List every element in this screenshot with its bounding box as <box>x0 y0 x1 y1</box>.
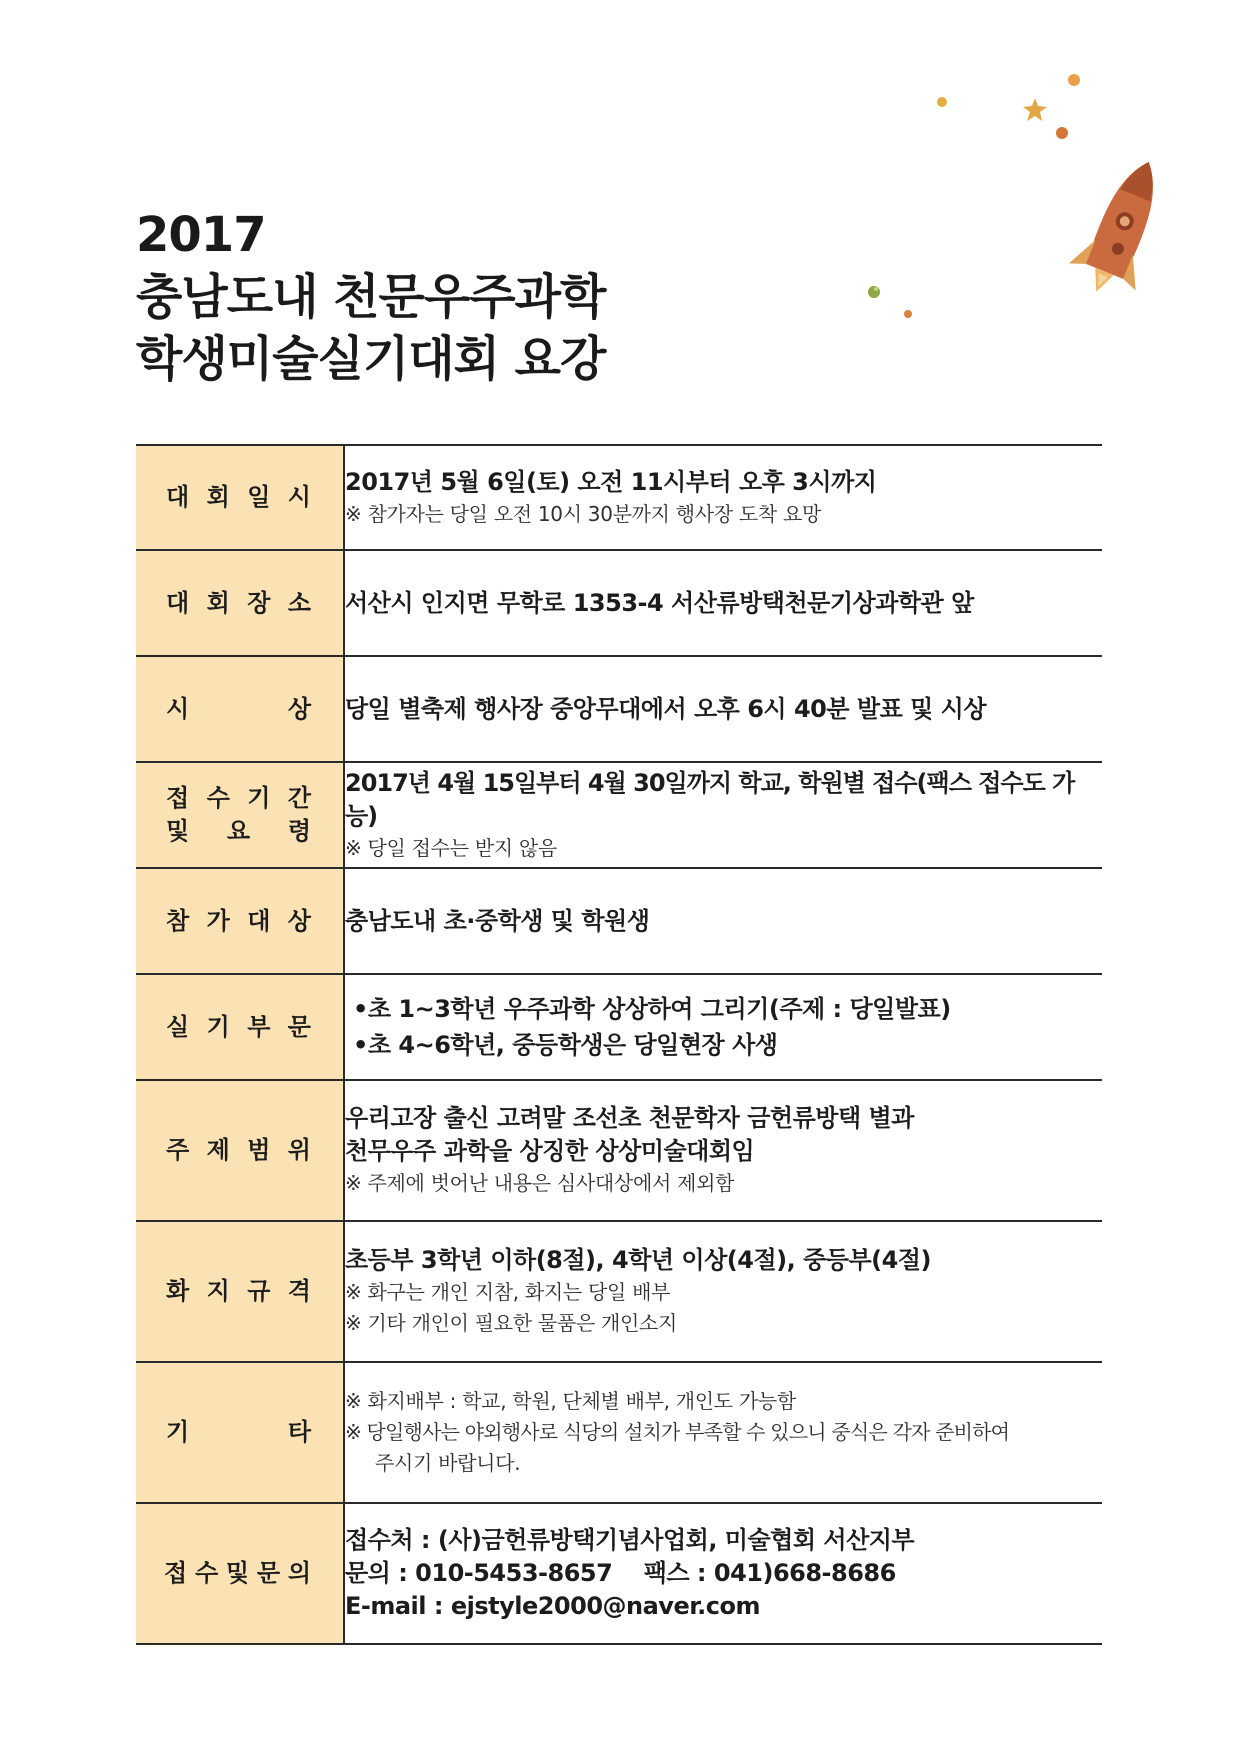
row-award <box>136 656 1102 762</box>
row-etc <box>136 1362 1102 1503</box>
date-main: 2017년 5월 6일(토) 오전 11시부터 오후 3시까지 <box>345 467 877 496</box>
label-etc: 기 타 <box>136 1362 344 1503</box>
label-venue: 대 회 장 소 <box>136 550 344 656</box>
participants-main: 충남도내 초·중학생 및 학원생 <box>345 906 650 935</box>
row-contact <box>136 1503 1102 1644</box>
label-reception: 접 수 기 간 및 요 령 <box>136 762 344 868</box>
content-theme <box>344 1080 1102 1221</box>
rocket-icon <box>1063 148 1180 305</box>
content-category <box>344 974 1102 1080</box>
paper-note-1: ※ 화구는 개인 지참, 화지는 당일 배부 <box>345 1280 671 1304</box>
venue-main: 서산시 인지면 무학로 1353-4 서산류방택천문기상과학관 앞 <box>345 588 974 617</box>
content-paper <box>344 1221 1102 1362</box>
content-date <box>344 445 1102 550</box>
row-theme <box>136 1080 1102 1221</box>
content-etc <box>344 1362 1102 1503</box>
title-year: 2017 <box>136 207 266 263</box>
row-reception <box>136 762 1102 868</box>
row-participants <box>136 868 1102 974</box>
etc-note-1: ※ 화지배부 : 학교, 학원, 단체별 배부, 개인도 가능함 <box>345 1389 796 1413</box>
reception-note: ※ 당일 접수는 받지 않음 <box>345 835 557 860</box>
award-main: 당일 별축제 행사장 중앙무대에서 오후 6시 40분 발표 및 시상 <box>345 694 987 723</box>
content-reception <box>344 762 1102 868</box>
row-date <box>136 445 1102 550</box>
list-item: •초 4~6학년, 중등학생은 당일현장 사생 <box>353 1031 778 1059</box>
content-contact <box>344 1503 1102 1644</box>
title-line-2: 충남도내 천문우주과학 <box>136 269 606 325</box>
content-award <box>344 656 1102 762</box>
star-icon <box>1023 98 1047 121</box>
theme-main-2: 천무우주 과학을 상징한 상상미술대회임 <box>345 1137 755 1165</box>
label-theme: 주 제 범 위 <box>136 1080 344 1221</box>
etc-note-2: ※ 당일행사는 야외행사로 식당의 설치가 부족할 수 있으니 중식은 각자 준비하여 <box>345 1420 1010 1444</box>
contact-phone-fax: 문의 : 010-5453-8657 팩스 : 041)668-8686 <box>345 1559 896 1587</box>
list-item: •초 1~3학년 우주과학 상상하여 그리기(주제 : 당일발표) <box>353 995 951 1023</box>
title-line-3: 학생미술실기대회 요강 <box>136 331 606 387</box>
paper-main: 초등부 3학년 이하(8절), 4학년 이상(4절), 중등부(4절) <box>345 1246 931 1274</box>
label-paper: 화 지 규 격 <box>136 1221 344 1362</box>
content-venue <box>344 550 1102 656</box>
label-date: 대 회 일 시 <box>136 445 344 550</box>
page-title <box>136 204 605 390</box>
row-paper <box>136 1221 1102 1362</box>
row-category <box>136 974 1102 1080</box>
contact-reception: 접수처 : (사)금헌류방택기념사업회, 미술협회 서산지부 <box>345 1526 915 1554</box>
label-award: 시 상 <box>136 656 344 762</box>
label-contact: 접 수 및 문 의 <box>136 1503 344 1644</box>
rocket-illustration <box>820 60 1180 360</box>
content-participants <box>344 868 1102 974</box>
date-note: ※ 참가자는 당일 오전 10시 30분까지 행사장 도착 요망 <box>345 501 821 526</box>
theme-note: ※ 주제에 벗어난 내용은 심사대상에서 제외함 <box>345 1171 735 1195</box>
theme-main-1: 우리고장 출신 고려말 조선초 천문학자 금헌류방택 별과 <box>345 1104 914 1132</box>
paper-note-2: ※ 기타 개인이 필요한 물품은 개인소지 <box>345 1311 678 1335</box>
etc-note-3: 주시기 바랍니다. <box>375 1451 521 1475</box>
reception-main: 2017년 4월 15일부터 4월 30일까지 학교, 학원별 접수(팩스 접수도 가능) <box>345 768 1075 830</box>
row-venue <box>136 550 1102 656</box>
star-dots <box>868 74 1080 318</box>
info-table <box>136 444 1102 1645</box>
label-category: 실 기 부 문 <box>136 974 344 1080</box>
contact-email: E-mail : ejstyle2000@naver.com <box>345 1592 760 1620</box>
label-participants: 참 가 대 상 <box>136 868 344 974</box>
